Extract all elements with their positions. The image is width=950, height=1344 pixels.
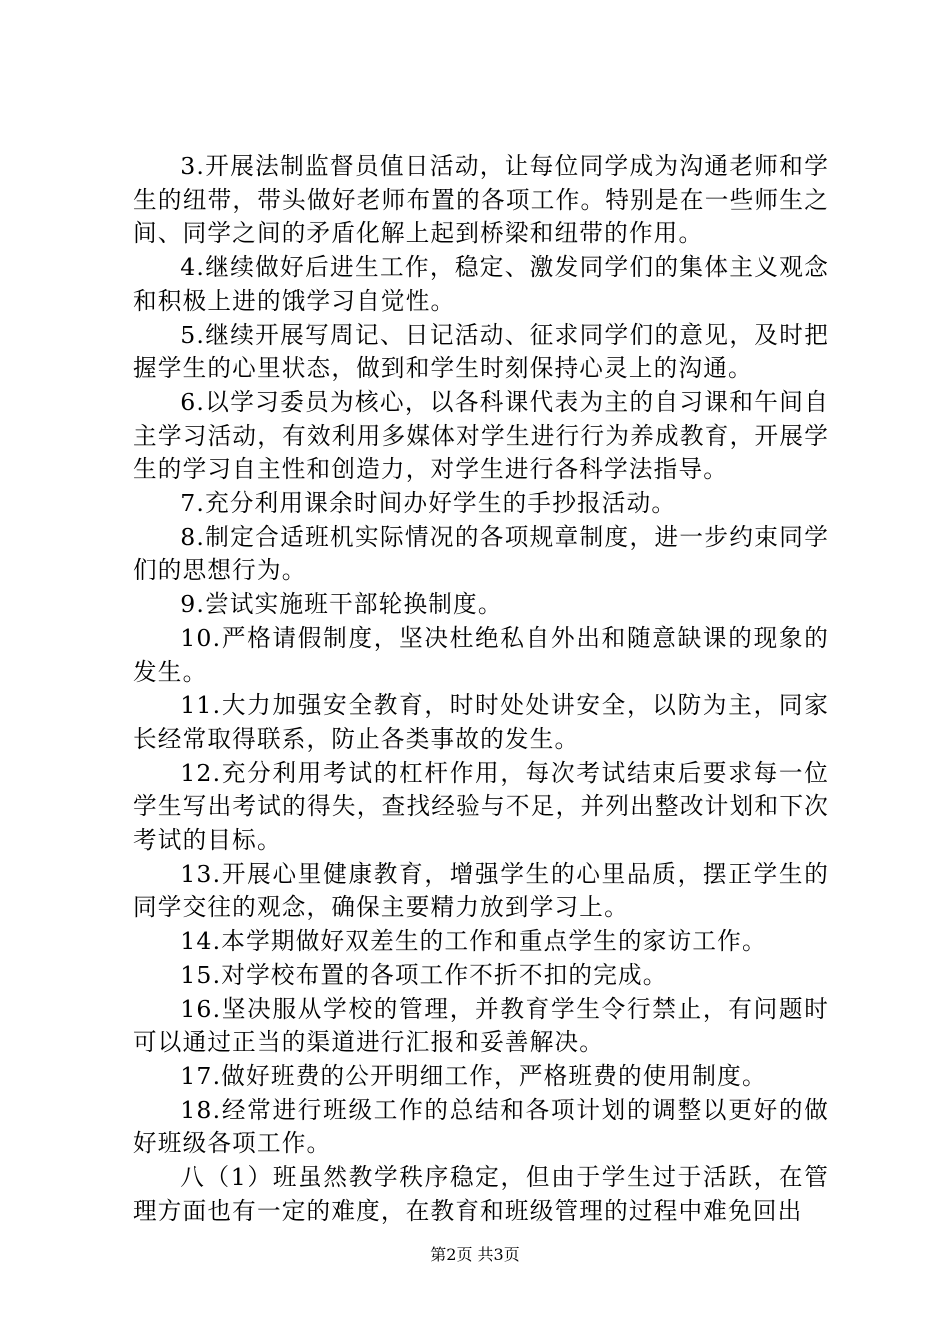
paragraph-item-15: 15.对学校布置的各项工作不折不扣的完成。 [180,960,668,989]
paragraph-item-9: 9.尝试实施班干部轮换制度。 [180,590,503,619]
page-number-footer: 第2页 共3页 [430,1245,520,1264]
paragraph-item-16: 16.坚决服从学校的管理，并教育学生令行禁止，有问题时可以通过正当的渠道进行汇报和妥善解决。 [133,994,829,1057]
paragraph-item-12: 12.充分利用考试的杠杆作用，每次考试结束后要求每一位学生写出考试的得失，查找经验与不足，并列出整改计划和下次考试的目标。 [133,758,829,855]
paragraph-item-17: 17.做好班费的公开明细工作，严格班费的使用制度。 [180,1061,767,1090]
document-body [133,150,829,1229]
paragraph-item-13: 13.开展心里健康教育，增强学生的心里品质，摆正学生的同学交往的观念，确保主要精力放到学习上。 [133,859,829,922]
paragraph-item-7: 7.充分利用课余时间办好学生的手抄报活动。 [180,489,677,518]
paragraph-item-3: 3.开展法制监督员值日活动，让每位同学成为沟通老师和学生的纽带，带头做好老师布置的各项工作。特别是在一些师生之间、同学之间的矛盾化解上起到桥梁和纽带的作用。 [133,152,829,248]
paragraph-item-8: 8.制定合适班机实际情况的各项规章制度，进一步约束同学们的思想行为。 [133,522,829,585]
paragraph-item-4: 4.继续做好后进生工作，稳定、激发同学们的集体主义观念和积极上进的饿学习自觉性。 [133,253,829,315]
paragraph-closing: 八（1）班虽然教学秩序稳定，但由于学生过于活跃，在管理方面也有一定的难度，在教育和班级管理的过程中难免回出 [133,1163,829,1225]
paragraph-item-18: 18.经常进行班级工作的总结和各项计划的调整以更好的做好班级各项工作。 [133,1095,829,1158]
paragraph-item-5: 5.继续开展写周记、日记活动、征求同学们的意见，及时把握学生的心里状态，做到和学生时刻保持心灵上的沟通。 [133,320,829,383]
paragraph-item-6: 6.以学习委员为核心，以各科课代表为主的自习课和午间自主学习活动，有效利用多媒体对学生进行行为养成教育，开展学生的学习自主性和创造力，对学生进行各科学法指导。 [133,387,829,484]
paragraph-item-14: 14.本学期做好双差生的工作和重点学生的家访工作。 [180,927,767,956]
paragraph-item-11: 11.大力加强安全教育，时时处处讲安全，以防为主，同家长经常取得联系，防止各类事故的发生。 [133,691,829,753]
paragraph-item-10: 10.严格请假制度，坚决杜绝私自外出和随意缺课的现象的发生。 [133,623,829,686]
